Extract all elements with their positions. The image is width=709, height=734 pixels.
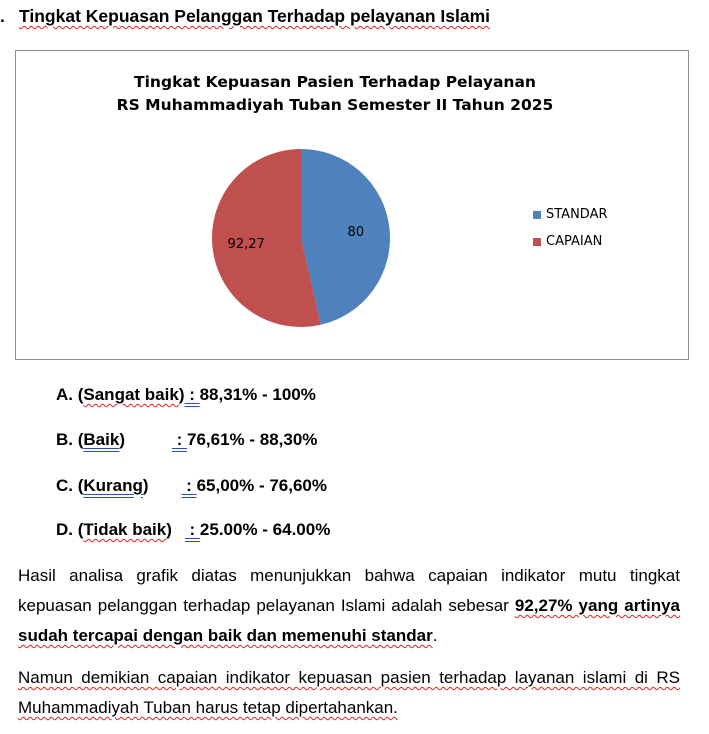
chart-title-line2: RS Muhammadiyah Tuban Semester II Tahun 2025 bbox=[116, 96, 554, 114]
followup-paragraph bbox=[18, 663, 680, 723]
analysis-paragraph: Hasil analisa grafik diatas menunjukkan bahwa capaian indikator mutu tingkat kepuasan pelanggan terhadap pelayanan Islami adalah sebesar 92,27% yang artinya sudah tercapai dengan baik dan memenuhi standar. bbox=[18, 566, 681, 645]
legend-label-capaian: CAPAIAN bbox=[546, 234, 603, 249]
grade-a: A. (Sangat baik) : 88,31% - 100% bbox=[56, 385, 316, 404]
grade-b-name: Baik bbox=[83, 430, 120, 449]
section-heading bbox=[0, 6, 490, 27]
grade-d-range: 25.00% - 64.00% bbox=[199, 520, 331, 539]
grade-c-name: Kurang bbox=[83, 476, 143, 495]
heading-bullet: . bbox=[0, 6, 5, 26]
grade-d: D. (Tidak baik) : 25.00% - 64.00% bbox=[56, 520, 331, 539]
grade-d-name: Tidak baik bbox=[83, 520, 167, 539]
grade-a-range: 88,31% - 100% bbox=[199, 385, 316, 404]
chart-legend bbox=[533, 201, 608, 255]
pie-data-label-capaian: 92,27 bbox=[227, 237, 265, 253]
legend-swatch-capaian bbox=[533, 238, 541, 246]
legend-item-capaian bbox=[533, 228, 608, 255]
legend-swatch-standar bbox=[533, 211, 541, 219]
grade-b: B. (Baik) : 76,61% - 88,30% bbox=[56, 430, 318, 449]
grade-c: C. (Kurang) : 65,00% - 76,60% bbox=[56, 476, 327, 495]
grade-b-range: 76,61% - 88,30% bbox=[186, 430, 318, 449]
analysis-conclusion: 92,27% yang artinya sudah tercapai dengan baik dan memenuhi standar bbox=[18, 596, 681, 645]
chart-title-line1: Tingkat Kepuasan Pasien Terhadap Pelayanan bbox=[134, 73, 536, 91]
legend-label-standar: STANDAR bbox=[546, 207, 608, 222]
grade-c-range: 65,00% - 76,60% bbox=[196, 476, 327, 495]
followup-text: Namun demikian capaian indikator kepuasan pasien terhadap layanan islami di RS Muhammadiyah Tuban harus tetap dipertahankan. bbox=[18, 668, 680, 717]
heading-text: Tingkat Kepuasan Pelanggan Terhadap pelayanan Islami bbox=[19, 6, 491, 26]
pie-data-label-standar: 80 bbox=[347, 224, 365, 240]
legend-item-standar bbox=[533, 201, 608, 228]
chart-container bbox=[15, 50, 689, 360]
analysis-text: Hasil analisa grafik diatas menunjukkan bahwa capaian indikator mutu tingkat kepuasan pelanggan terhadap pelayanan Islami adalah sebesar bbox=[18, 566, 680, 615]
grade-a-name: Sangat baik bbox=[83, 385, 179, 404]
